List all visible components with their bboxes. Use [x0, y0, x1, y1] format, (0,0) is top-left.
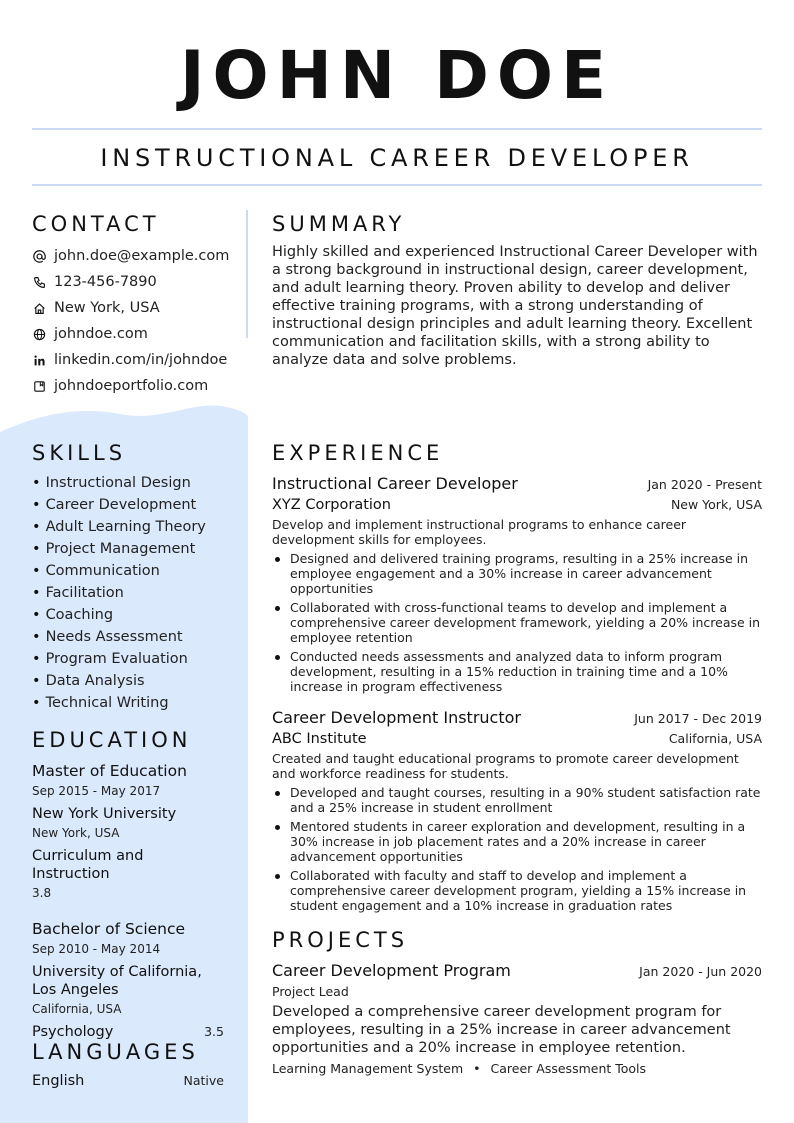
job-bullet: Collaborated with cross-functional teams to develop and implement a comprehensive career development framework, yielding a 20% increase in employee retention [272, 600, 762, 645]
contact-portfolio[interactable] [32, 373, 232, 399]
project-role: Project Lead [272, 984, 349, 999]
job-location: New York, USA [670, 497, 762, 512]
edu-field: Psychology [32, 1024, 114, 1040]
job-bullet: Collaborated with faculty and staff to develop and implement a comprehensive career development program, yielding a 15% increase in student engagement and a 10% increase in graduation rates [272, 868, 762, 913]
job-bullet: Designed and delivered training programs, resulting in a 25% increase in employee engagement and a 30% increase in career advancement opportunities [272, 551, 762, 596]
project-dates: Jan 2020 - Jun 2020 [639, 964, 762, 979]
skill-item: • Communication [32, 560, 232, 582]
experience-heading: EXPERIENCE [272, 441, 444, 465]
job-bullets [272, 785, 762, 913]
job-title: Career Development Instructor [272, 708, 521, 727]
contact-phone[interactable] [32, 269, 232, 295]
contact-website[interactable] [32, 321, 232, 347]
contact-list [32, 243, 232, 399]
contact-linkedin-text: linkedin.com/in/johndoe [54, 352, 228, 368]
edu-location: California, USA [32, 1002, 122, 1016]
contact-location-text: New York, USA [54, 300, 160, 316]
skill-item: • Data Analysis [32, 670, 232, 692]
skill-item: • Technical Writing [32, 692, 232, 714]
linkedin-icon [32, 353, 46, 367]
skills-list [32, 472, 232, 714]
at-icon [32, 249, 46, 263]
job-company: ABC Institute [272, 731, 367, 747]
language-item [32, 1073, 224, 1089]
experience-section [272, 440, 762, 917]
portfolio-icon [32, 379, 46, 393]
project-description: Developed a comprehensive career development program for employees, resulting in a 25% increase in career advancement opportunities and a 20% increase in employee retention. [272, 1004, 731, 1056]
skills-heading: SKILLS [32, 441, 127, 465]
summary-section [272, 211, 762, 369]
edu-gpa: 3.5 [204, 1024, 224, 1039]
skill-item: • Project Management [32, 538, 232, 560]
summary-text: Highly skilled and experienced Instructional Career Developer with a strong background in instructional design, career development, and adult learning theory. Proven ability to develop and deliver effective training programs, with a strong understanding of instructional design principles and adult learning theory. Excellent communication and facilitation skills, with a strong ability to analyze data and solve problems. [272, 244, 758, 368]
job-bullet: Mentored students in career exploration and development, resulting in a 30% increase in job placement rates and a 20% increase in career advancement opportunities [272, 819, 762, 864]
languages-heading: LANGUAGES [32, 1040, 199, 1064]
summary-heading: SUMMARY [272, 212, 406, 236]
skill-item: • Facilitation [32, 582, 232, 604]
project-tool: Career Assessment Tools [490, 1061, 647, 1076]
job-bullet: Conducted needs assessments and analyzed data to inform program development, resulting in a 15% reduction in training time and a 10% increase in program effectiveness [272, 649, 762, 694]
skill-item: • Career Development [32, 494, 232, 516]
job-location: California, USA [668, 731, 762, 746]
project-entry [272, 961, 762, 1076]
job-description: Created and taught educational programs to promote career development and workforce readiness for students. [272, 751, 739, 781]
job-bullets [272, 551, 762, 694]
projects-section [272, 927, 762, 1076]
edu-school: University of California, Los Angeles [32, 964, 202, 998]
header-divider-top [32, 128, 762, 130]
skill-item: • Needs Assessment [32, 626, 232, 648]
language-level: Native [183, 1073, 224, 1088]
languages-section [32, 1039, 232, 1089]
edu-field: Curriculum and Instruction [32, 848, 144, 882]
language-name: English [32, 1073, 85, 1089]
edu-dates: Sep 2010 - May 2014 [32, 942, 161, 956]
job-dates: Jan 2020 - Present [647, 477, 762, 492]
globe-icon [32, 327, 46, 341]
separator-dot: • [473, 1061, 481, 1076]
job-bullet: Developed and taught courses, resulting in a 90% student satisfaction rate and a 25% increase in student enrollment [272, 785, 762, 815]
skills-section [32, 440, 232, 714]
job-dates: Jun 2017 - Dec 2019 [634, 711, 762, 726]
skill-item: • Instructional Design [32, 472, 232, 494]
contact-portfolio-text: johndoeportfolio.com [54, 378, 209, 394]
job-description: Develop and implement instructional programs to enhance career development skills for employees. [272, 517, 687, 547]
contact-linkedin[interactable] [32, 347, 232, 373]
job-entry [272, 474, 762, 694]
phone-icon [32, 275, 46, 289]
job-title: Instructional Career Developer [272, 474, 518, 493]
projects-heading: PROJECTS [272, 928, 409, 952]
contact-section [32, 211, 232, 399]
edu-location: New York, USA [32, 826, 120, 840]
edu-dates: Sep 2015 - May 2017 [32, 784, 161, 798]
column-divider [246, 210, 248, 338]
resume-title: INSTRUCTIONAL CAREER DEVELOPER [100, 144, 694, 172]
education-section [32, 727, 224, 1041]
contact-heading: CONTACT [32, 212, 160, 236]
project-tool: Learning Management System [272, 1061, 464, 1076]
job-entry [272, 708, 762, 913]
edu-gpa: 3.8 [32, 886, 52, 900]
edu-school: New York University [32, 806, 177, 822]
education-entry [32, 919, 224, 1041]
job-company: XYZ Corporation [272, 497, 391, 513]
skill-item: • Adult Learning Theory [32, 516, 232, 538]
contact-email-text: john.doe@example.com [54, 248, 230, 264]
contact-website-text: johndoe.com [54, 326, 148, 342]
contact-phone-text: 123-456-7890 [54, 274, 157, 290]
edu-degree: Bachelor of Science [32, 920, 186, 938]
skill-item: • Coaching [32, 604, 232, 626]
home-icon [32, 301, 46, 315]
education-heading: EDUCATION [32, 728, 192, 752]
contact-location [32, 295, 232, 321]
header-divider-bottom [32, 184, 762, 186]
resume-name: JOHN DOE [179, 37, 615, 114]
skill-item: • Program Evaluation [32, 648, 232, 670]
project-title: Career Development Program [272, 961, 511, 980]
contact-email[interactable] [32, 243, 232, 269]
education-entry [32, 761, 224, 901]
project-tools [272, 1061, 762, 1076]
edu-degree: Master of Education [32, 762, 187, 780]
